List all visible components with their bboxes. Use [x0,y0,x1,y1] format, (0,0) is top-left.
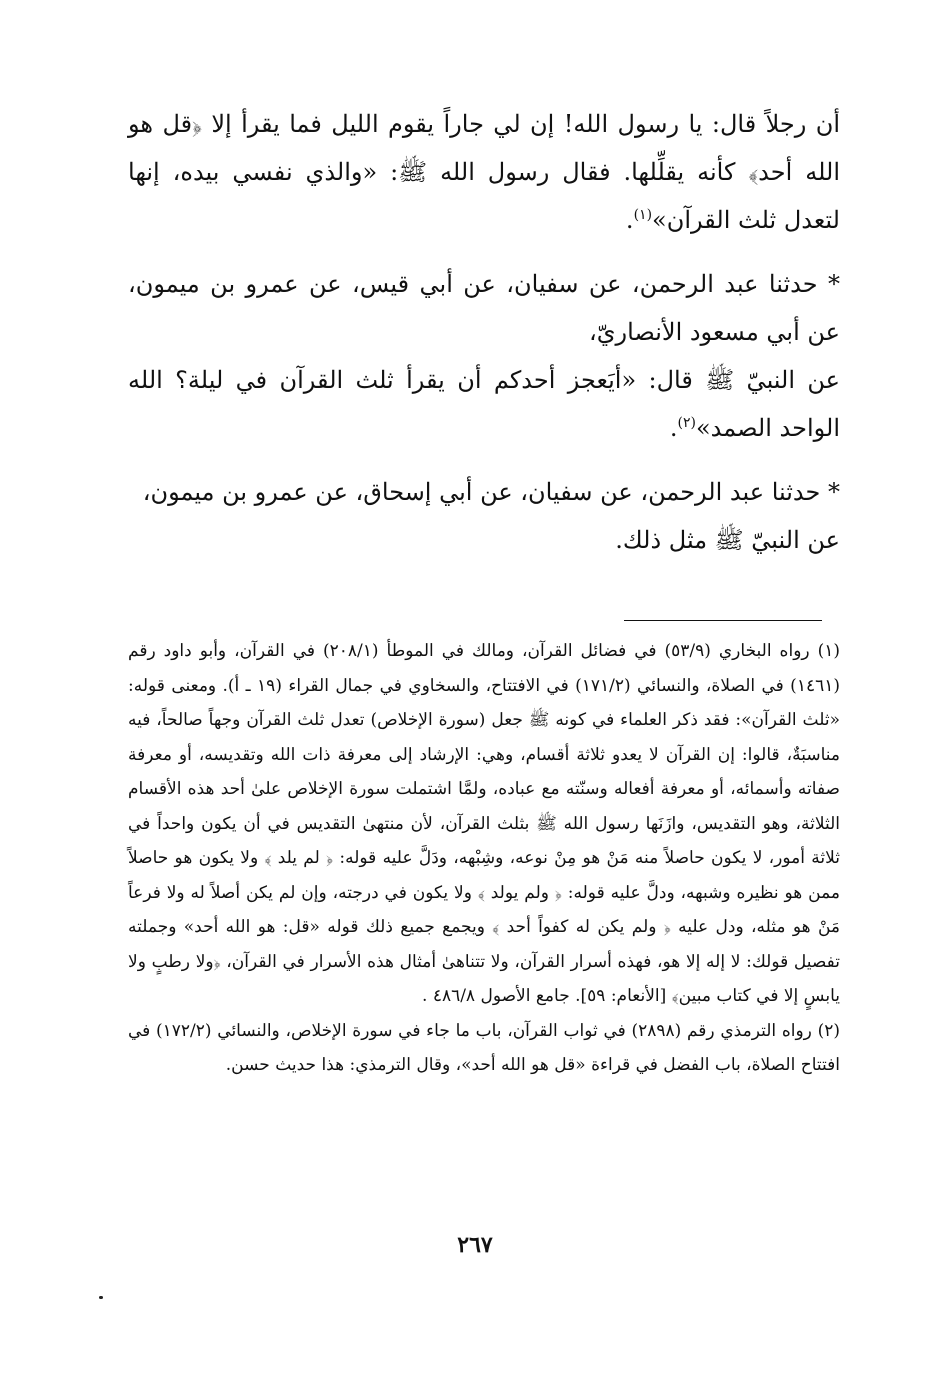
paragraph-hadith-2-end: . [669,414,678,442]
scan-speck [99,1296,103,1299]
paragraph-isnad-3: * حدثنا عبد الرحمن، عن سفيان، عن أبي إسحاق، عن عمرو بن ميمون، [142,478,840,506]
footnote-2: (٢) رواه الترمذي رقم (٢٨٩٨) في ثواب القرآن، باب ما جاء في سورة الإخلاص، والنسائي (١٧٢/٢) في افتتاح الصلاة، باب الفضل في قراءة «قل هو الله أحد»، وقال الترمذي: هذا حديث حسن. [128,1020,840,1075]
paragraph-hadith-2-text: عن النبيّ ﷺ قال: «أيَعجز أحدكم أن يقرأ ثلث القرآن في ليلة؟ الله الواحد الصمد» [128,366,840,442]
paragraph-hadith-1-end: . [625,206,634,234]
page-number: ٢٦٧ [457,1232,493,1258]
footnote-1: (١) رواه البخاري (٥٣/٩) في فضائل القرآن، ومالك في الموطأ (٢٠٨/١) في القرآن، وأبو داود رقم (١٤٦١) في الصلاة، والنسائي (١٧١/٢) في الافتتاح، والسخاوي في جمال القراء (١٩ ـ أ). ومعنى قوله: «ثلث القرآن»: فقد ذكر العلماء في كونه ﷺ جعل (سورة الإخلاص) تعدل ثلث القرآن وجهاً صالحاً، فيه مناسبَةٌ، قالوا: إن القرآن لا يعدو ثلاثة أقسام، وهي: الإرشاد إلى معرفة ذات الله وتقديسه، أو معرفة صفاته وأسمائه، أو معرفة أفعاله وسنّته مع عباده، ولمَّا اشتملت سورة الإخلاص علىٰ أحد هذه الأقسام الثلاثة، وهو التقديس، وازَنَها رسول الله ﷺ بثلث القرآن، لأن منتهىٰ التقديس في أن يكون واحداً في ثلاثة أمور، لا يكون حاصلاً منه مَنْ هو مِنْ نوعه، وشِبْهه، ودَلَّ عليه قوله: ﴿ لم يلد ﴾ ولا يكون هو حاصلاً ممن هو نظيره وشبهه، ودلَّ عليه قوله: ﴿ ولم يولد ﴾ ولا يكون في درجته، وإن لم يكن أصلاً له ولا فرعاً مَنْ هو مثله، ودل عليه ﴿ ولم يكن له كفواً أحد ﴾ ويجمع جميع ذلك قوله «قل: هو الله أحد» وجملته تفصيل قولك: لا إله إلا هو، فهذه أسرار القرآن، ولا تتناهىٰ أمثال هذه الأسرار في القرآن، ﴿ولا رطبٍ ولا يابسٍ إلا في كتاب مبين﴾ [الأنعام: ٥٩]. جامع الأصول ٤٨٦/٨ . [128,641,841,1006]
footnotes [128,634,840,1083]
footnote-divider [624,620,822,621]
paragraph-hadith-2 [128,356,840,452]
main-text [128,100,840,564]
paragraph-isnad-2: * حدثنا عبد الرحمن، عن سفيان، عن أبي قيس، عن عمرو بن ميمون، عن أبي مسعود الأنصاريّ، [128,270,840,346]
paragraph-hadith-1 [128,100,840,244]
footnote-ref-2[interactable]: (٢) [677,415,696,431]
paragraph-hadith-1-text: أن رجلاً قال: يا رسول الله! إن لي جاراً يقوم الليل فما يقرأ إلا ﴿قل هو الله أحد﴾ كأنه يقلِّلها. فقال رسول الله ﷺ: «والذي نفسي بيده، إنها لتعدل ثلث القرآن» [128,110,840,234]
paragraph-hadith-3: عن النبيّ ﷺ مثل ذلك. [615,526,840,554]
footnote-ref-1[interactable]: (١) [633,207,653,223]
